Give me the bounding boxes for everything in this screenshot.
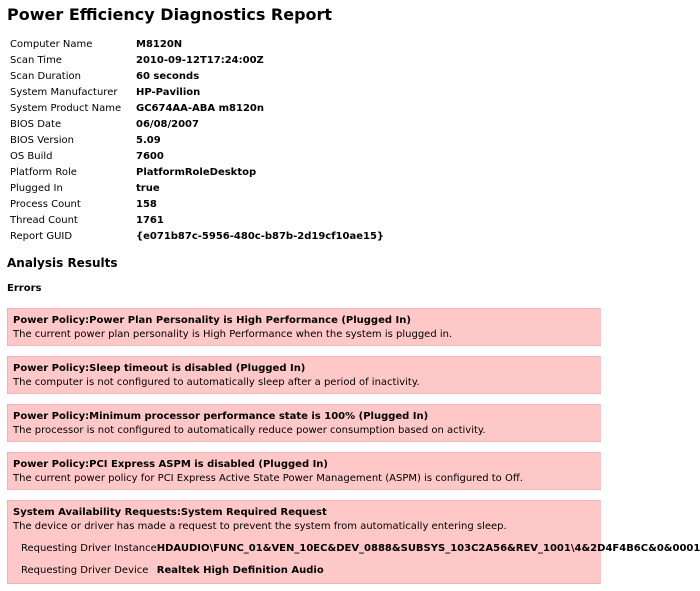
error-item-processor-state (7, 404, 601, 442)
request-details-table (21, 538, 700, 582)
analysis-results-heading: Analysis Results (7, 256, 118, 270)
error-item-system-required-request (7, 500, 700, 584)
info-row-system-product-name (10, 101, 384, 117)
info-row-bios-date (10, 117, 384, 133)
info-label: System Product Name (10, 103, 122, 114)
info-row-plugged-in (10, 181, 384, 197)
info-label: Platform Role (10, 167, 77, 178)
info-value: {e071b87c-5956-480c-b87b-2d19cf10ae15} (136, 231, 385, 242)
info-label: Scan Duration (10, 71, 81, 82)
error-item-sleep-timeout (7, 356, 601, 394)
detail-label: Requesting Driver Device (21, 565, 149, 576)
info-row-bios-version (10, 133, 384, 149)
info-row-report-guid (10, 229, 384, 245)
info-value: 7600 (136, 151, 164, 162)
system-info-table (10, 37, 384, 245)
info-label: OS Build (10, 151, 53, 162)
info-row-system-manufacturer (10, 85, 384, 101)
info-row-computer-name (10, 37, 384, 53)
info-label: Report GUID (10, 231, 73, 242)
error-title: System Availability Requests:System Required Request (13, 507, 327, 518)
info-value: GC674AA-ABA m8120n (136, 103, 265, 114)
error-description: The device or driver has made a request to prevent the system from automatically entering sleep. (13, 521, 507, 532)
report-title: Power Efficiency Diagnostics Report (7, 5, 333, 24)
info-row-scan-time (10, 53, 384, 69)
error-description: The computer is not configured to automatically sleep after a period of inactivity. (13, 377, 420, 388)
error-title: Power Policy:Minimum processor performance state is 100% (Plugged In) (13, 411, 429, 422)
info-row-platform-role (10, 165, 384, 181)
info-row-scan-duration (10, 69, 384, 85)
info-value: 06/08/2007 (136, 119, 199, 130)
info-value: 2010-09-12T17:24:00Z (136, 55, 264, 66)
detail-label: Requesting Driver Instance (21, 543, 157, 554)
info-label: Plugged In (10, 183, 63, 194)
info-value: M8120N (136, 39, 183, 50)
info-value: HP-Pavilion (136, 87, 201, 98)
info-label: BIOS Version (10, 135, 74, 146)
error-item-power-plan (7, 308, 601, 346)
error-description: The processor is not configured to automatically reduce power consumption based on activity. (13, 425, 486, 436)
info-label: Scan Time (10, 55, 62, 66)
info-value: 1761 (136, 215, 164, 226)
info-label: Process Count (10, 199, 81, 210)
info-value: 5.09 (136, 135, 161, 146)
detail-value: HDAUDIO\FUNC_01&VEN_10EC&DEV_0888&SUBSYS_103C2A56&REV_1001\4&2D4F4B6C&0&0001 (156, 543, 700, 554)
info-row-os-build (10, 149, 384, 165)
error-title: Power Policy:Sleep timeout is disabled (Plugged In) (13, 363, 306, 374)
info-row-process-count (10, 197, 384, 213)
info-label: System Manufacturer (10, 87, 118, 98)
info-value: true (136, 183, 160, 194)
error-item-pci-aspm (7, 452, 601, 490)
info-value: PlatformRoleDesktop (136, 167, 257, 178)
info-label: Computer Name (10, 39, 93, 50)
info-value: 158 (136, 199, 157, 210)
info-label: BIOS Date (10, 119, 62, 130)
errors-heading: Errors (7, 283, 42, 294)
info-row-thread-count (10, 213, 384, 229)
error-description: The current power plan personality is High Performance when the system is plugged in. (13, 329, 453, 340)
info-value: 60 seconds (136, 71, 200, 82)
detail-row-driver-device (21, 560, 700, 582)
error-title: Power Policy:Power Plan Personality is High Performance (Plugged In) (13, 315, 411, 326)
error-description: The current power policy for PCI Express Active State Power Management (ASPM) is configured to Off. (13, 473, 523, 484)
info-label: Thread Count (10, 215, 78, 226)
error-title: Power Policy:PCI Express ASPM is disabled (Plugged In) (13, 459, 328, 470)
detail-row-driver-instance (21, 538, 700, 560)
detail-value: Realtek High Definition Audio (156, 565, 324, 576)
